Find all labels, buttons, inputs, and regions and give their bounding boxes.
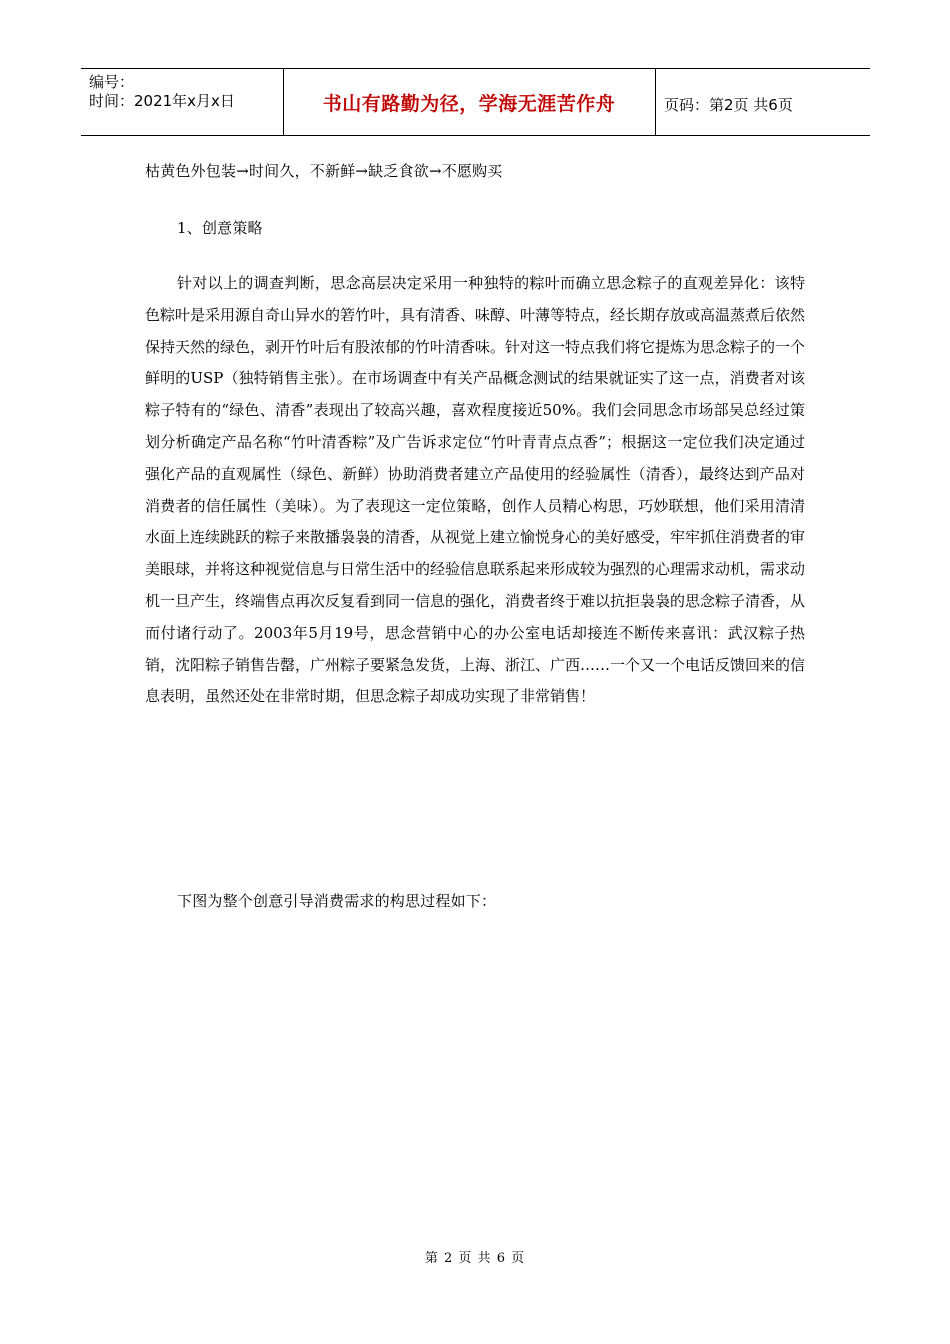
- header-motto: 书山有路勤为径，学海无涯苦作舟: [322, 93, 616, 115]
- header-divider-right: [655, 69, 656, 135]
- chain-line: 枯黄色外包装→时间久，不新鲜→缺乏食欲→不愿购买: [145, 162, 503, 180]
- section-heading: 1、创意策略: [177, 219, 263, 237]
- document-header: [81, 68, 870, 136]
- header-meta: [89, 73, 235, 111]
- number-label: 编号：: [89, 73, 135, 91]
- page-footer: 第 2 页 共 6 页: [424, 1251, 526, 1266]
- main-paragraph: 针对以上的调查判断，思念高层决定采用一种独特的粽叶而确立思念粽子的直观差异化：该特色粽叶是采用源自奇山异水的箬竹叶，具有清香、味醇、叶薄等特点，经长期存放或高温蒸煮后依然保持天然的绿色，剥开竹叶后有股浓郁的竹叶清香味。针对这一特点我们将它提炼为思念粽子的一个鲜明的USP（独特销售主张）。在市场调查中有关产品概念测试的结果就证实了这一点，消费者对该粽子特有的“绿色、清香”表现出了较高兴趣，喜欢程度接近50%。我们会同思念市场部吴总经过策划分析确定产品名称“竹叶清香粽”及广告诉求定位“竹叶青青点点香”；根据这一定位我们决定通过强化产品的直观属性（绿色、新鲜）协助消费者建立产品使用的经验属性（清香），最终达到产品对消费者的信任属性（美味）。为了表现这一定位策略，创作人员精心构思，巧妙联想，他们采用清清水面上连续跳跃的粽子来散播袅袅的清香，从视觉上建立愉悦身心的美好感受，牢牢抓住消费者的审美眼球，并将这种视觉信息与日常生活中的经验信息联系起来形成较为强烈的心理需求动机，需求动机一旦产生，终端售点再次反复看到同一信息的强化，消费者终于难以抗拒袅袅的思念粽子清香，从而付诸行动了。2003年5月19号，思念营销中心的办公室电话却接连不断传来喜讯：武汉粽子热销，沈阳粽子销售告罄，广州粽子要紧急发货，上海、浙江、广西……一个又一个电话反馈回来的信息表明，虽然还处在非常时期，但思念粽子却成功实现了非常销售！: [145, 274, 806, 706]
- diagram-intro: 下图为整个创意引导消费需求的构思过程如下：: [177, 892, 497, 910]
- header-page-info: 页码：第2页 共6页: [664, 96, 793, 114]
- time-label: 时间：2021年x月x日: [89, 92, 235, 110]
